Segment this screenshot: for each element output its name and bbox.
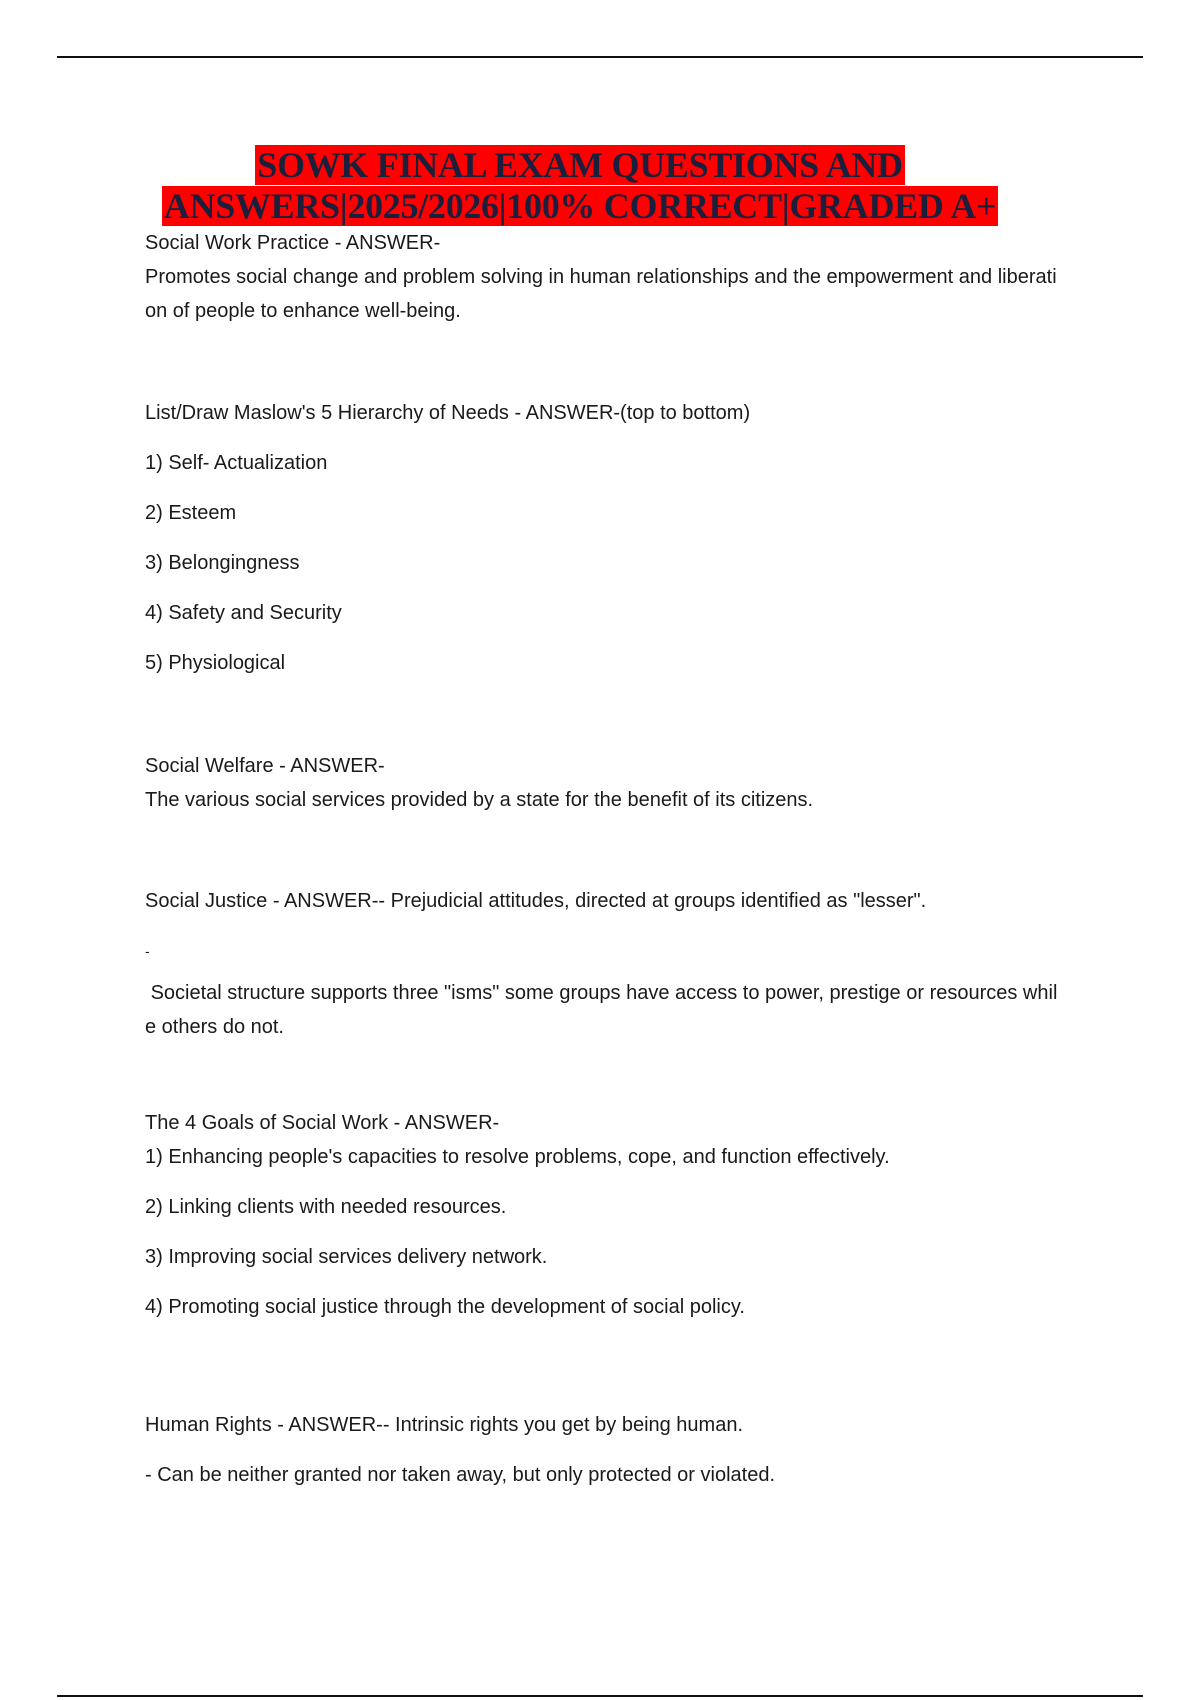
question-heading: Social Justice - ANSWER-- Prejudicial attitudes, directed at groups identified as "lesser". (145, 890, 927, 912)
section-social-work-practice (145, 226, 1065, 328)
question-heading: Human Rights - ANSWER-- Intrinsic rights you get by being human. (145, 1414, 744, 1436)
question-heading: Social Work Practice - ANSWER- (145, 232, 441, 254)
list-item: 2) Linking clients with needed resources. (145, 1196, 507, 1218)
answer-dash: - (145, 943, 150, 959)
header-rule (57, 56, 1143, 58)
list-item: 3) Improving social services delivery network. (145, 1246, 548, 1268)
list-item: 4) Safety and Security (145, 602, 342, 624)
title-line-1: SOWK FINAL EXAM QUESTIONS AND (257, 145, 903, 185)
list-item: 5) Physiological (145, 652, 286, 674)
answer-text: Promotes social change and problem solving in human relationships and the empowerment and liberation of people to enhance well-being. (145, 266, 1057, 322)
list-item: 2) Esteem (145, 502, 237, 524)
document-title (150, 145, 1010, 227)
list-item: 3) Belongingness (145, 552, 300, 574)
section-human-rights (145, 1408, 1065, 1492)
section-maslow (145, 396, 1065, 680)
section-goals (145, 1106, 1065, 1324)
list-item: 1) Self- Actualization (145, 452, 328, 474)
section-social-welfare (145, 749, 1065, 817)
section-social-justice (145, 884, 1065, 1044)
answer-text: The various social services provided by a state for the benefit of its citizens. (145, 789, 814, 811)
list-item: 1) Enhancing people's capacities to resolve problems, cope, and function effectively. (145, 1146, 890, 1168)
list-item: 4) Promoting social justice through the development of social policy. (145, 1296, 745, 1318)
answer-text: - Can be neither granted nor taken away, but only protected or violated. (145, 1464, 776, 1486)
footer-rule (57, 1695, 1143, 1697)
question-heading: Social Welfare - ANSWER- (145, 755, 385, 777)
answer-text: Societal structure supports three "isms" some groups have access to power, prestige or resources while others do not. (145, 982, 1058, 1038)
question-heading: List/Draw Maslow's 5 Hierarchy of Needs - ANSWER-(top to bottom) (145, 402, 751, 424)
title-line-2: ANSWERS|2025/2026|100% CORRECT|GRADED A+ (163, 186, 997, 226)
question-heading: The 4 Goals of Social Work - ANSWER- (145, 1112, 500, 1134)
